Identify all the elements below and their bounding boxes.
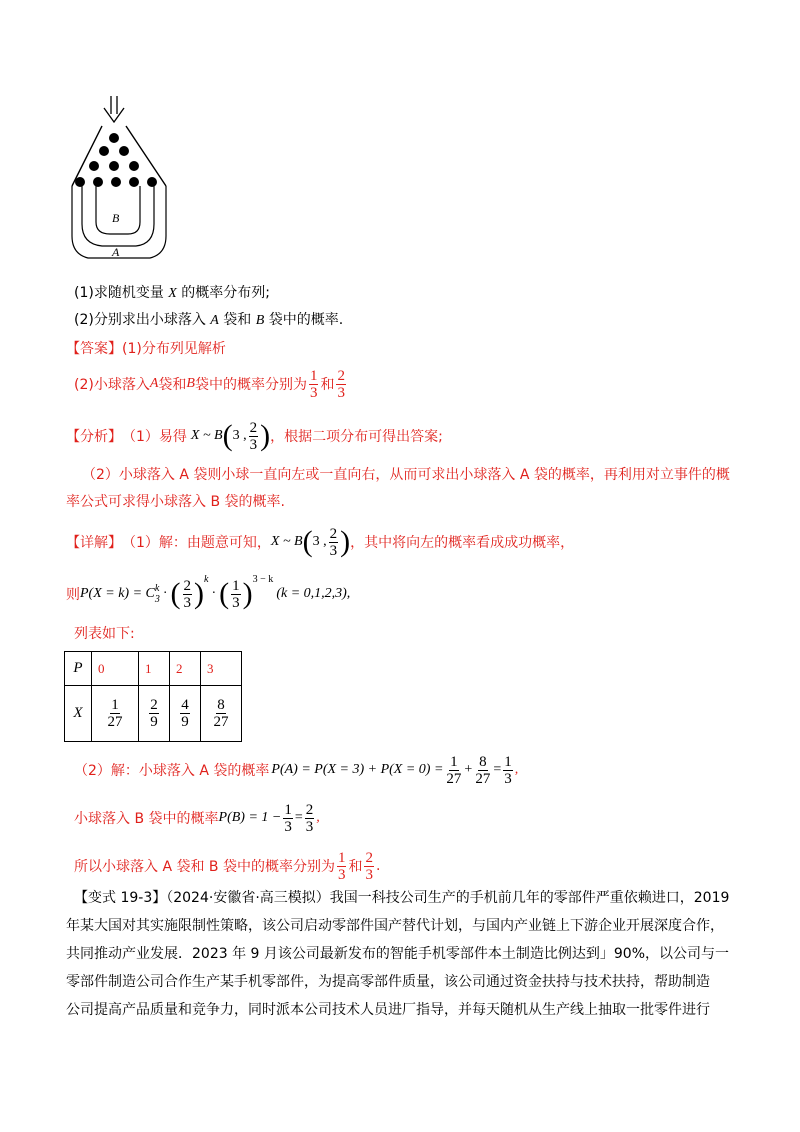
answer-part1: (1)分布列见解析 <box>122 341 226 357</box>
paren-right: ) <box>194 577 205 610</box>
part2-line1-pre: （2）解：小球落入 A 袋的概率 <box>74 763 270 779</box>
question-1 <box>74 283 270 304</box>
dist-n: 3 , <box>312 534 327 549</box>
analysis-line-1 <box>66 414 443 458</box>
analysis-line-3: 率公式可求得小球落入 B 袋的概率. <box>66 494 285 510</box>
paren-left: ( <box>302 525 313 558</box>
fraction: $\frac{4}{9}$ <box>181 697 189 730</box>
analysis-p1: （1）易得 <box>122 429 187 445</box>
down-arrow-icon <box>104 96 124 122</box>
detail-tag: 【详解】 <box>66 535 122 551</box>
part2-line2-pre: 小球落入 B 袋中的概率 <box>74 811 219 827</box>
variant-line-2: 年某大国对其实施限制性策略，该公司启动零部件国产替代计划，与国内产业链上下游企业开展深度合作， <box>66 918 724 934</box>
paren-right: ) <box>242 577 253 610</box>
answer-a: A <box>149 376 159 391</box>
fraction: $\frac{2}{9}$ <box>150 697 158 730</box>
fraction: $\frac{2}{3}$ <box>249 419 258 453</box>
list-label: 列表如下: <box>74 626 135 642</box>
dist-expr: X ~ B <box>270 534 303 549</box>
fraction: $\frac{1}{3}$ <box>284 801 292 835</box>
formula-pre: 则 <box>66 587 80 603</box>
analysis-p1-post: ，根据二项分布可得出答案; <box>270 429 443 445</box>
exponent-3k: 3 − k <box>252 574 274 585</box>
table-cell <box>139 686 170 742</box>
fraction: $\frac{2}{3}$ <box>337 367 345 401</box>
paren-right: ) <box>260 419 271 452</box>
table-cell <box>170 686 201 742</box>
q1-post: 的概率分布列; <box>176 285 271 301</box>
answer-post: 袋中的概率分别为 <box>194 377 307 393</box>
plus-sign: + <box>464 762 473 777</box>
equals-sign: = <box>493 762 502 777</box>
answer-mid: 袋和 <box>158 377 187 393</box>
balls <box>75 133 157 187</box>
q1-text: (1)求随机变量 <box>74 285 169 301</box>
formula-tail: (k = 0,1,2,3), <box>276 586 351 601</box>
detail-line-1 <box>66 520 574 564</box>
fraction: $\frac{1}{3}$ <box>337 849 346 883</box>
part2-period: . <box>375 858 381 874</box>
table-cell <box>201 686 242 742</box>
variant-line-4: 零部件制造公司合作生产某手机零部件，为提高零部件质量，该公司通过资金扶持与技术扶持，帮助制造 <box>66 974 710 990</box>
fraction: $\frac{8}{27}$ <box>475 753 491 787</box>
question-2 <box>74 310 343 331</box>
fraction: $\frac{2}{3}$ <box>329 525 338 559</box>
exponent-k: k <box>204 574 209 585</box>
table-cell: 1 <box>139 652 170 686</box>
answer-part2-pre: (2)小球落入 <box>74 377 150 393</box>
paren-left: ( <box>219 577 230 610</box>
table-cell <box>92 686 139 742</box>
table-header-x: X <box>65 686 92 742</box>
q2-e: 袋中的概率. <box>264 312 344 328</box>
q2-a: (2)分别求出小球落入 <box>74 312 211 328</box>
part2-line3-pre: 所以小球落入 A 袋和 B 袋中的概率分别为 <box>74 859 335 875</box>
variant-line-1 <box>74 888 729 908</box>
answer-line-1 <box>66 339 226 359</box>
fraction: $\frac{1}{27}$ <box>107 697 123 730</box>
part2-line1-expr: P(A) = P(X = 3) + P(X = 0) = <box>271 762 444 777</box>
fraction: $\frac{2}{3}$ <box>365 849 373 883</box>
part2-line2-expr: P(B) = 1 − <box>218 810 282 825</box>
analysis-tag: 【分析】 <box>66 429 122 445</box>
paren-left: ( <box>170 577 181 610</box>
table-cell: 2 <box>170 652 201 686</box>
distribution-table <box>64 651 242 742</box>
variant-line-5: 公司提高产品质量和竞争力，同时派本公司技术人员进厂指导，并每天随机从生产线上抽取一批零件进行 <box>66 1002 710 1018</box>
detail-p1-post: ，其中将向左的概率看成成功概率， <box>350 535 575 551</box>
table-row <box>65 652 242 686</box>
answer-tag: 【答案】 <box>66 341 122 357</box>
answer-line-2 <box>74 364 348 404</box>
equals-sign: = <box>294 810 303 825</box>
variant-tag: 【变式 19-3】 <box>74 890 167 906</box>
paren-right: ) <box>340 525 351 558</box>
galton-board-figure <box>66 94 182 270</box>
answer-b: B <box>186 376 195 391</box>
bag-b-label: B <box>112 211 120 225</box>
q2-d: B <box>255 313 265 328</box>
table-cell: 3 <box>201 652 242 686</box>
dist-n: 3 , <box>232 428 247 443</box>
q2-b: A <box>210 313 219 328</box>
fraction: $\frac{2}{3}$ <box>183 577 192 611</box>
funnel <box>72 126 166 186</box>
variant-line-3: 共同推动产业发展．2023 年 9 月该公司最新发布的智能手机零部件本土制造比例达到」90%，以公司与一 <box>66 946 730 962</box>
table-header-p: P <box>65 652 92 686</box>
table-cell: 0 <box>92 652 139 686</box>
q1-var: X <box>168 286 177 301</box>
bag-a-label: A <box>112 245 120 259</box>
table-row <box>65 686 242 742</box>
binomial-indices: k 3 <box>154 583 160 605</box>
fraction: $\frac{8}{27}$ <box>213 697 229 730</box>
part2-line-1: （2）解：小球落入 A 袋的概率 P(A) = P(X = 3) + P(X = 0) = $\frac{1}{27}$ + $\frac{8}{27}$ = $\frac{1}{3}$ , <box>74 753 519 787</box>
fraction: $\frac{1}{27}$ <box>446 753 462 787</box>
fraction: $\frac{2}{3}$ <box>305 801 314 835</box>
formula-lhs: P(X = k) = C <box>80 586 155 601</box>
part2-line-2: 小球落入 B 袋中的概率 P(B) = 1 − $\frac{1}{3}$ = $\frac{2}{3}$ , <box>74 801 320 835</box>
fraction: $\frac{1}{3}$ <box>309 367 318 401</box>
answer-and: 和 <box>320 377 335 393</box>
paren-left: ( <box>222 419 233 452</box>
analysis-line-2: （2）小球落入 A 袋则小球一直向左或一直向右，从而可求出小球落入 A 袋的概率，再利用对立事件的概 <box>82 467 730 483</box>
fraction: $\frac{1}{3}$ <box>504 753 512 787</box>
part2-line-3 <box>74 846 380 886</box>
detail-p1: （1）解：由题意可知， <box>122 535 271 551</box>
part2-and: 和 <box>348 859 363 875</box>
detail-formula: 则 P(X = k) = C k 3 · ( $\frac{2}{3}$ ) k · ( $\frac{1}{3}$ ) 3 − k (k = 0,1,2,3), <box>66 574 351 611</box>
dist-expr: X ~ B <box>190 428 223 443</box>
q2-c: 袋和 <box>218 312 256 328</box>
fraction: $\frac{1}{3}$ <box>232 577 240 611</box>
variant-text-1: （2024·安徽省·高三模拟）我国一科技公司生产的手机前几年的零部件严重依赖进口，2019 <box>166 890 730 906</box>
